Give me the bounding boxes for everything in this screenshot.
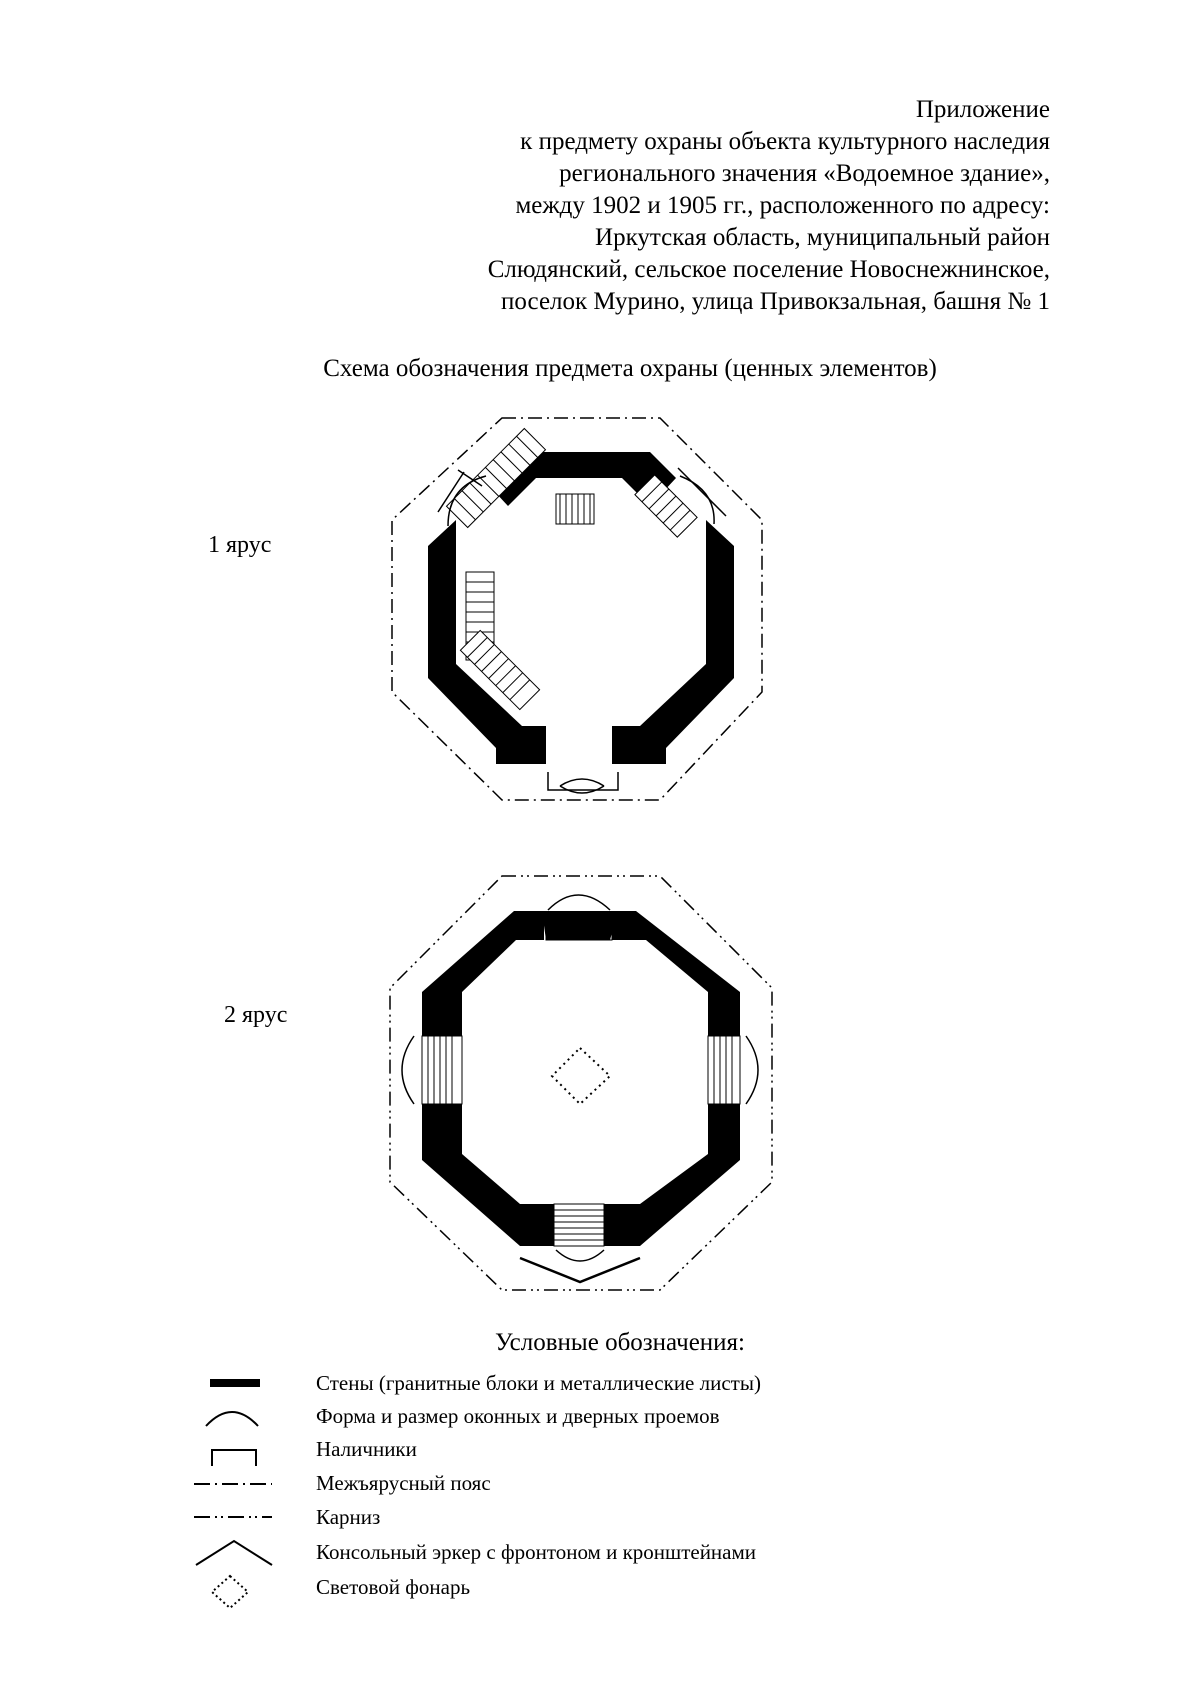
architrave xyxy=(548,772,618,790)
skylight xyxy=(552,1048,610,1104)
wall-segment xyxy=(542,911,618,940)
step-block xyxy=(708,1036,740,1104)
wall-segment xyxy=(422,911,544,1036)
legend-label-walls: Стены (гранитные блоки и металлические листы) xyxy=(316,1371,761,1395)
opening-arc xyxy=(402,1036,414,1104)
wall-segment xyxy=(612,911,740,1036)
opening-arc xyxy=(746,1036,758,1104)
opening-arc-icon xyxy=(206,1412,258,1426)
legend-title: Условные обозначения: xyxy=(494,1329,746,1356)
opening-arc xyxy=(548,895,610,910)
tier-2-openings xyxy=(402,895,758,1282)
tier-2-walls xyxy=(422,911,740,1246)
header-line: Иркутская область, муниципальный район xyxy=(595,224,1050,251)
header-line: регионального значения «Водоемное здание», xyxy=(559,160,1050,187)
legend-label-skylight: Световой фонарь xyxy=(316,1575,471,1599)
scheme-title: Схема обозначения предмета охраны (ценных элементов) xyxy=(323,355,937,382)
legend-label-architraves: Наличники xyxy=(316,1437,417,1461)
dotted-diamond-icon xyxy=(212,1576,248,1608)
legend-label-cornice: Карниз xyxy=(316,1505,381,1529)
legend-symbols xyxy=(194,1379,272,1608)
header-line: между 1902 и 1905 гг., расположенного по адресу: xyxy=(515,192,1050,219)
chevron-bay-icon xyxy=(196,1541,272,1565)
tier-1-label: 1 ярус xyxy=(208,532,272,558)
header-line: Слюдянский, сельское поселение Новоснежнинское, xyxy=(487,256,1050,283)
opening-arc xyxy=(556,1250,604,1261)
header-line: поселок Мурино, улица Привокзальная, башня № 1 xyxy=(501,288,1050,315)
step-block xyxy=(556,494,594,524)
tier-1-plan xyxy=(392,418,762,800)
legend-label-openings: Форма и размер оконных и дверных проемов xyxy=(316,1404,720,1428)
legend-label-belt: Межъярусный пояс xyxy=(316,1471,491,1495)
tier-2-plan xyxy=(390,876,772,1290)
header-line: к предмету охраны объекта культурного наследия xyxy=(520,128,1050,155)
wall-symbol-icon xyxy=(210,1379,260,1387)
opening-arc xyxy=(560,779,604,793)
wall-segment xyxy=(612,520,734,764)
wall-segment xyxy=(422,1104,554,1246)
architrave-icon xyxy=(212,1450,256,1466)
wall-segment xyxy=(604,1104,740,1246)
legend-label-bay: Консольный эркер с фронтоном и кронштейнами xyxy=(316,1540,757,1564)
tier-2-label: 2 ярус xyxy=(224,1002,288,1028)
header-line: Приложение xyxy=(915,96,1050,123)
